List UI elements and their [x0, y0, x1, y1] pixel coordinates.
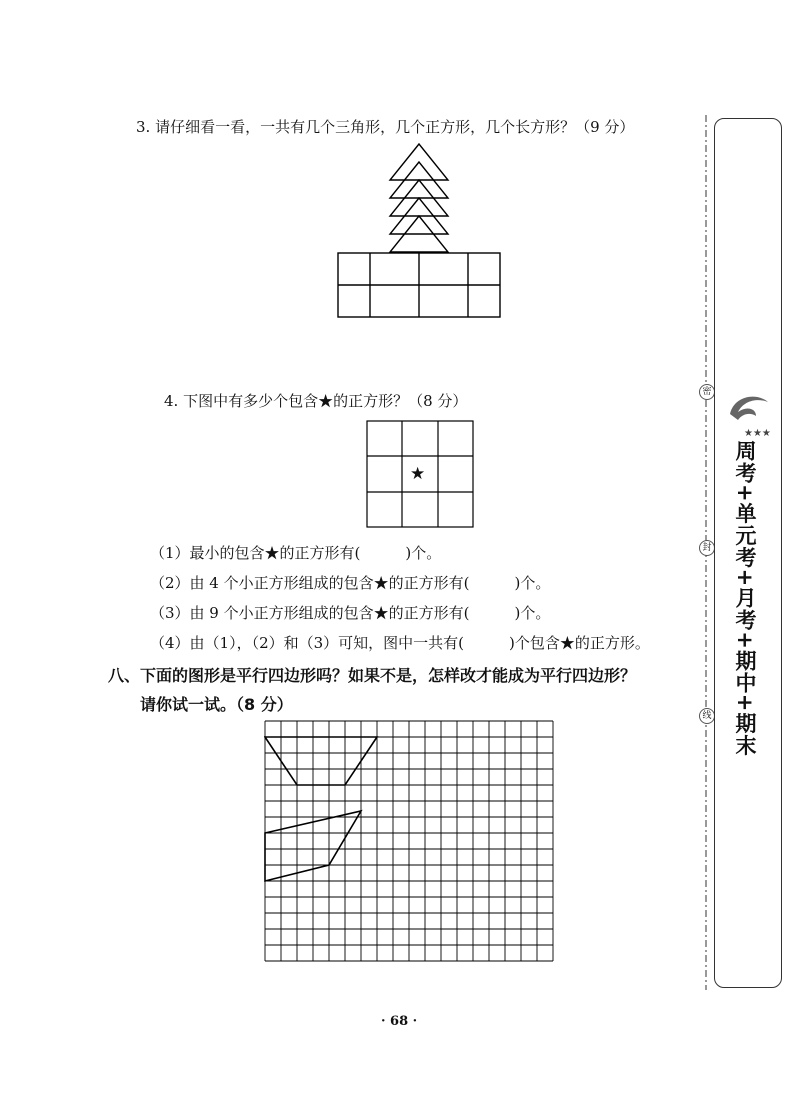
q4-sub-3: （3）由 9 个小正方形组成的包含★的正方形有( )个。: [150, 604, 551, 622]
grid-paper: [264, 720, 560, 968]
section8-line2: 请你试一试。（8 分）: [140, 695, 293, 714]
q4-text: 4. 下图中有多少个包含★的正方形？（8 分）: [164, 392, 468, 410]
seal-mark-xian: 线: [699, 708, 715, 724]
section8-line1: 八、下面的图形是平行四边形吗？如果不是，怎样改才能成为平行四边形？: [108, 666, 637, 685]
triangle-square-figure: [330, 140, 510, 330]
seal-mark-mi: 密: [699, 384, 715, 400]
q4-sub-4: （4）由（1），（2）和（3）可知，图中一共有( )个包含★的正方形。: [150, 634, 650, 652]
seal-mark-feng: 封: [699, 540, 715, 556]
q4-sub-2: （2）由 4 个小正方形组成的包含★的正方形有( )个。: [150, 574, 551, 592]
sidebar-title: 周考+单元考+月考+期中+期末: [733, 440, 757, 757]
trapezoid-shape: [265, 737, 377, 785]
star-icon: ★: [410, 464, 426, 484]
logo-icon: [720, 384, 780, 444]
page-number: · 68 ·: [381, 1014, 418, 1029]
svg-text:★★★: ★★★: [744, 428, 771, 439]
q3-text: 3. 请仔细看一看，一共有几个三角形，几个正方形，几个长方形？（9 分）: [136, 118, 635, 136]
q4-sub-1: （1）最小的包含★的正方形有( )个。: [150, 544, 442, 562]
